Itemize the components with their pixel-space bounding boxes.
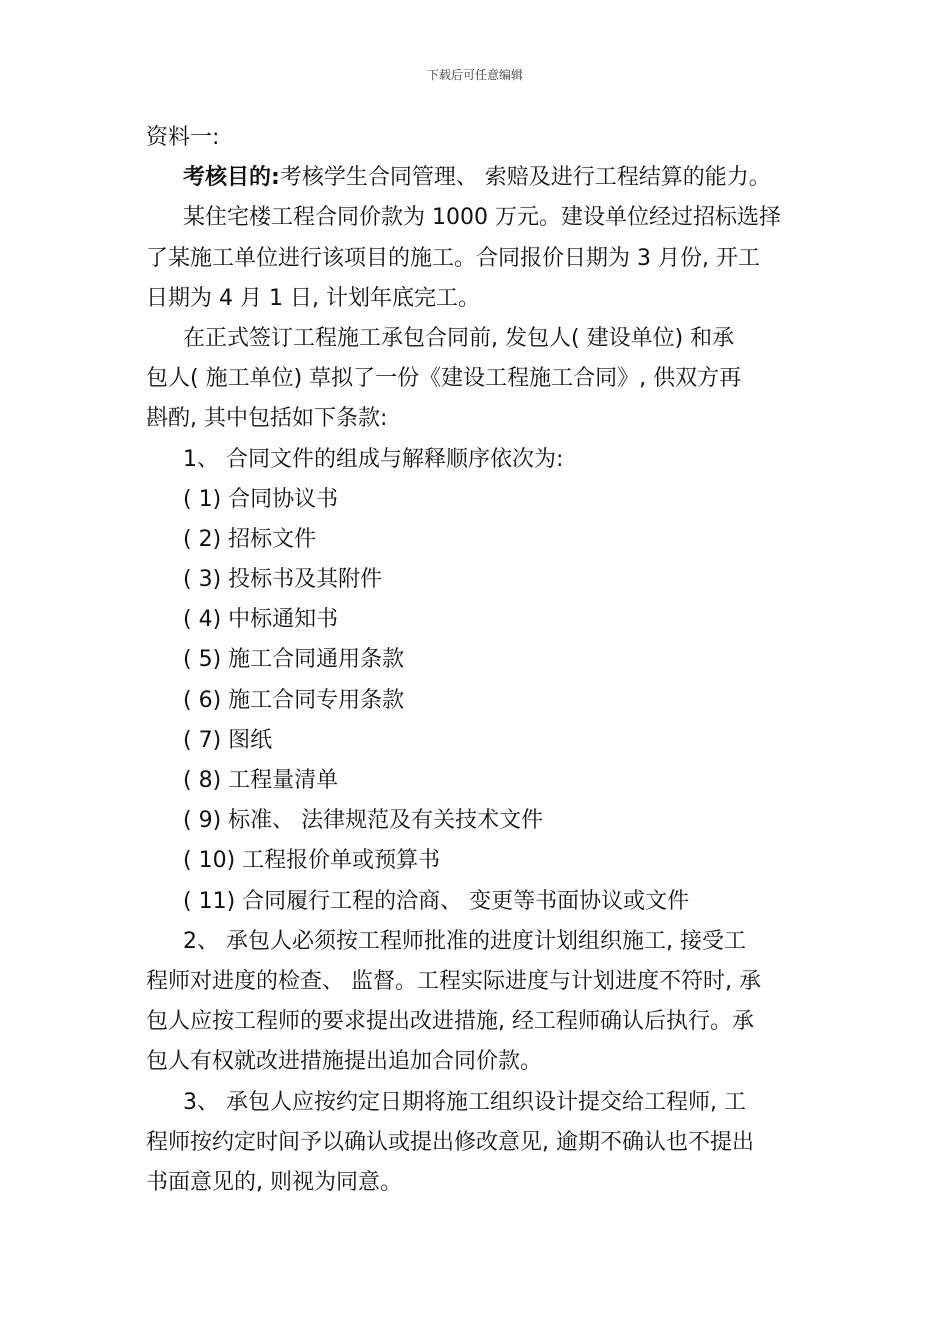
clause3-line3: 书面意见的, 则视为同意。 xyxy=(146,1169,402,1195)
clause1-item: ( 10) 工程报价单或预算书 xyxy=(183,848,441,874)
clause2-line1: 2、 承包人必须按工程师批准的进度计划组织施工, 接受工 xyxy=(183,928,746,954)
paragraph1-line3: 日期为 4 月 1 日, 计划年底完工。 xyxy=(146,285,480,311)
clause2-line4: 包人有权就改进措施提出追加合同价款。 xyxy=(146,1049,543,1075)
clause1-item: ( 6) 施工合同专用条款 xyxy=(183,687,405,713)
clause3-line2: 程师按约定时间予以确认或提出修改意见, 逾期不确认也不提出 xyxy=(146,1129,754,1155)
objective-label: 考核目的: xyxy=(183,165,280,191)
clause1-item: ( 9) 标准、 法律规范及有关技术文件 xyxy=(183,808,544,834)
document-body xyxy=(146,118,806,1203)
clause1-item: ( 2) 招标文件 xyxy=(183,526,317,552)
clause1-item: ( 4) 中标通知书 xyxy=(183,607,339,633)
objective-line xyxy=(146,158,806,198)
objective-text: 考核学生合同管理、 索赔及进行工程结算的能力。 xyxy=(279,165,771,191)
clause2-line2: 程师对进度的检查、 监督。工程实际进度与计划进度不符时, 承 xyxy=(146,968,761,994)
clause1-title: 1、 合同文件的组成与解释顺序依次为: xyxy=(183,446,564,472)
clause1-item: ( 5) 施工合同通用条款 xyxy=(183,647,405,673)
paragraph2-line3: 斟酌, 其中包括如下条款: xyxy=(146,406,388,432)
paragraph1-line2: 了某施工单位进行该项目的施工。合同报价日期为 3 月份, 开工 xyxy=(146,245,760,271)
page-header-note: 下载后可任意编辑 xyxy=(426,68,523,82)
clause1-item: ( 1) 合同协议书 xyxy=(183,486,339,512)
clause1-item: ( 11) 合同履行工程的洽商、 变更等书面协议或文件 xyxy=(183,888,690,914)
clause2-line3: 包人应按工程师的要求提出改进措施, 经工程师确认后执行。承 xyxy=(146,1009,754,1035)
section-title: 资料一: xyxy=(146,125,220,150)
paragraph2-line2: 包人( 施工单位) 草拟了一份《建设工程施工合同》, 供双方再 xyxy=(146,366,742,392)
clause1-item: ( 7) 图纸 xyxy=(183,727,273,753)
clause1-item: ( 8) 工程量清单 xyxy=(183,768,339,793)
paragraph1-line1: 某住宅楼工程合同价款为 1000 万元。建设单位经过招标选择 xyxy=(183,205,781,231)
clause3-line1: 3、 承包人应按约定日期将施工组织设计提交给工程师, 工 xyxy=(183,1089,746,1115)
clause1-item: ( 3) 投标书及其附件 xyxy=(183,567,383,593)
paragraph2-line1: 在正式签订工程施工承包合同前, 发包人( 建设单位) 和承 xyxy=(183,325,735,351)
